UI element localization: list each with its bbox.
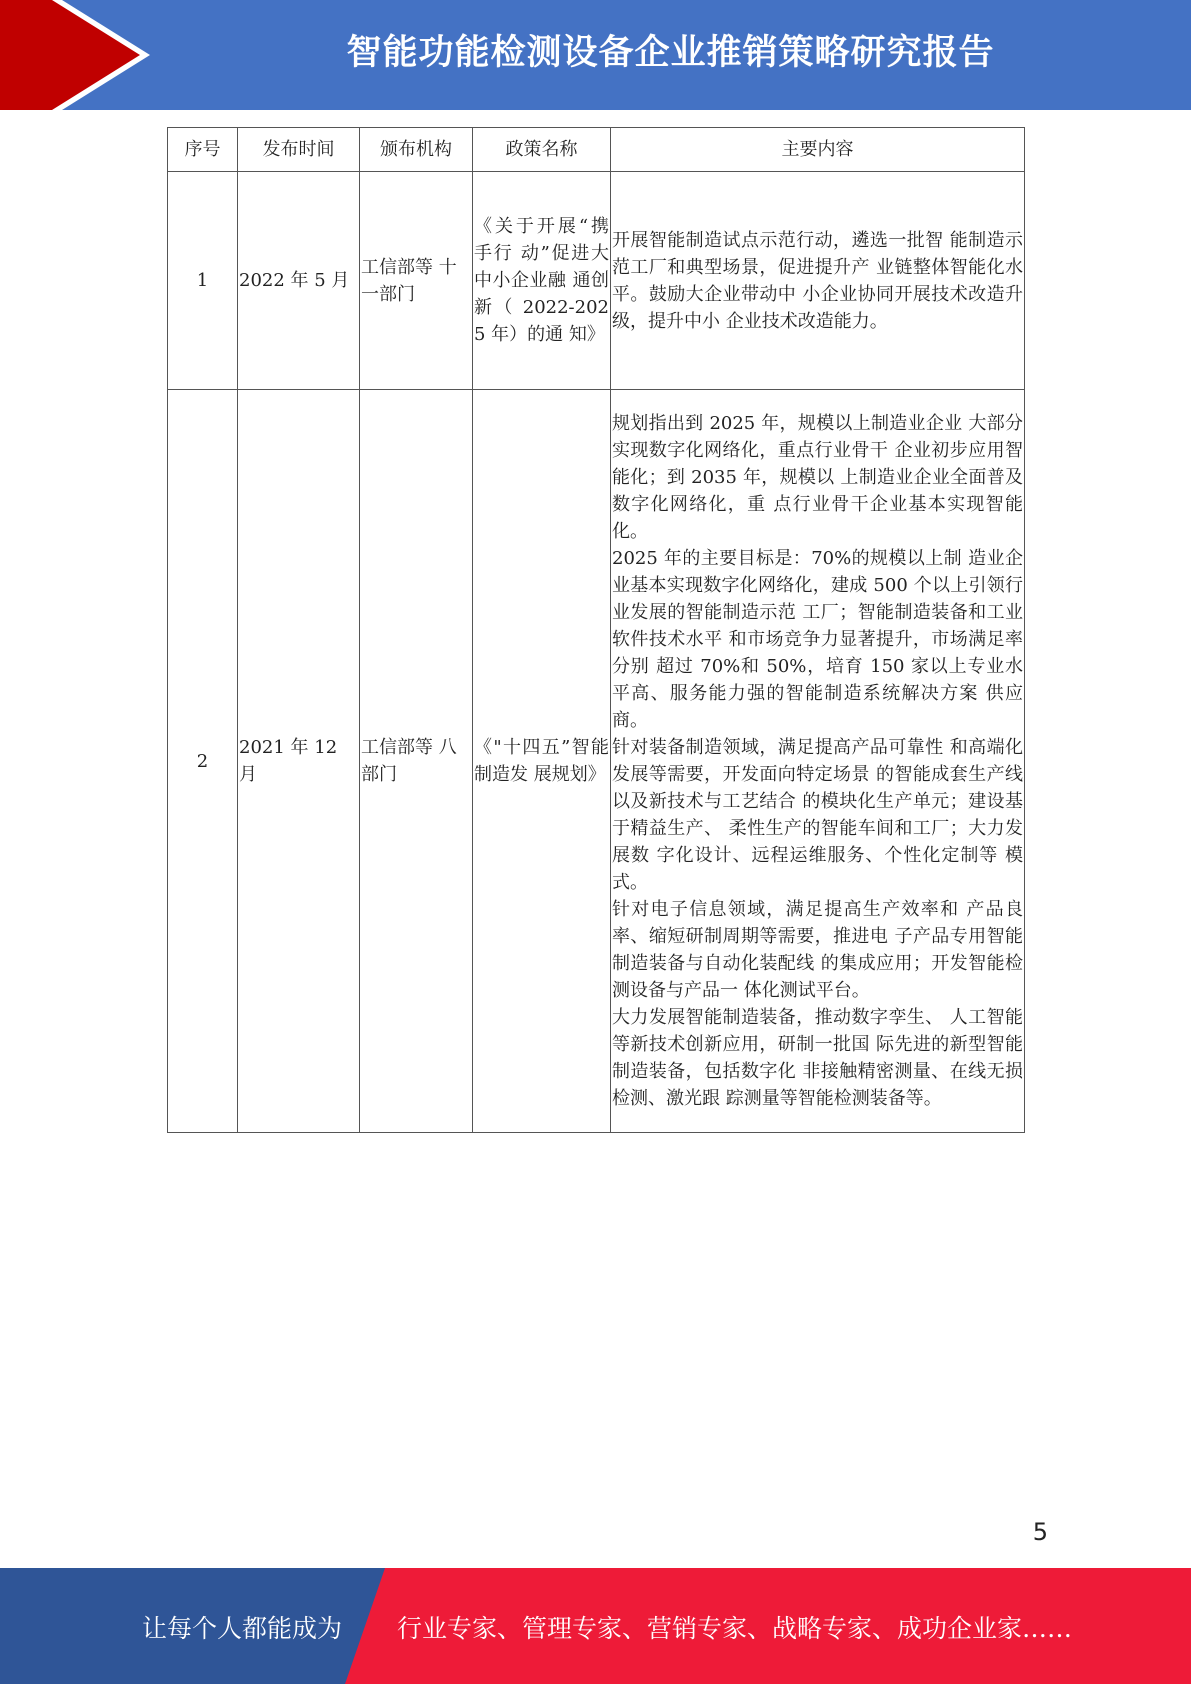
footer-slogan-left: 让每个人都能成为 xyxy=(142,1614,343,1643)
cell-policy-name: 《"十四五”智能制造发 展规划》 xyxy=(473,390,611,1133)
content-paragraph: 规划指出到 2025 年，规模以上制造业企业 大部分实现数字化网络化，重点行业骨干 企业初步应用智能化；到 2035 年，规模以 上制造业企业全面普及数字化网络化，重 点行业骨干企业基本实现智能化。 xyxy=(612,413,1023,542)
header-org: 颁布机构 xyxy=(360,128,473,172)
content-paragraph: 2025 年的主要目标是：70%的规模以上制 造业企业基本实现数字化网络化，建成 500 个以上引领行业发展的智能制造示范 工厂；智能制造装备和工业软件技术水平 和市场竞争力显著提升，市场满足率分别 超过 70%和 50%，培育 150 家以上专业水平高、服务能力强的智能制造系统解决方案 供应商。 xyxy=(612,548,1023,731)
table-row xyxy=(168,172,1025,390)
header-date: 发布时间 xyxy=(238,128,360,172)
table-row xyxy=(168,390,1025,1133)
header-policy-name: 政策名称 xyxy=(473,128,611,172)
cell-content xyxy=(611,172,1025,390)
header-banner xyxy=(0,0,1191,110)
cell-content xyxy=(611,390,1025,1133)
cell-date: 2021 年 12 月 xyxy=(238,390,360,1133)
header-content: 主要内容 xyxy=(611,128,1025,172)
cell-policy-name: 《关于开展“携手行 动”促进大 中小企业融 通创新（ 2022-2025 年）的通 知》 xyxy=(473,172,611,390)
footer-banner xyxy=(0,1568,1191,1684)
table-header-row xyxy=(168,128,1025,172)
page-title: 智能功能检测设备企业推销策略研究报告 xyxy=(346,33,995,73)
content-paragraph: 针对装备制造领域，满足提高产品可靠性 和高端化发展等需要，开发面向特定场景 的智能成套生产线以及新技术与工艺结合 的模块化生产单元；建设基于精益生产、 柔性生产的智能车间和工厂；大力发展数 字化设计、远程运维服务、个性化定制等 模式。 xyxy=(612,737,1023,893)
content-paragraph: 针对电子信息领域，满足提高生产效率和 产品良率、缩短研制周期等需要，推进电 子产品专用智能制造装备与自动化装配线 的集成应用；开发智能检测设备与产品一 体化测试平台。 xyxy=(612,899,1023,1001)
content-paragraph: 大力发展智能制造装备，推动数字孪生、 人工智能等新技术创新应用，研制一批国 际先进的新型智能制造装备，包括数字化 非接触精密测量、在线无损检测、激光跟 踪测量等智能检测装备等。 xyxy=(612,1007,1023,1109)
header-index: 序号 xyxy=(168,128,238,172)
content-paragraph: 开展智能制造试点示范行动，遴选一批智 能制造示范工厂和典型场景，促进提升产 业链整体智能化水平。鼓励大企业带动中 小企业协同开展技术改造升级，提升中小 企业技术改造能力。 xyxy=(612,229,1023,332)
footer-slogan-right: 行业专家、管理专家、营销专家、战略专家、成功企业家…… xyxy=(397,1614,1073,1643)
cell-index: 2 xyxy=(168,390,238,1133)
cell-org: 工信部等 八部门 xyxy=(360,390,473,1133)
cell-date: 2022 年 5 月 xyxy=(238,172,360,390)
chevron-arrow-icon xyxy=(0,0,160,110)
policy-table xyxy=(167,127,1025,1133)
page-number: 5 xyxy=(1032,1518,1048,1546)
cell-org: 工信部等 十一部门 xyxy=(360,172,473,390)
cell-index: 1 xyxy=(168,172,238,390)
